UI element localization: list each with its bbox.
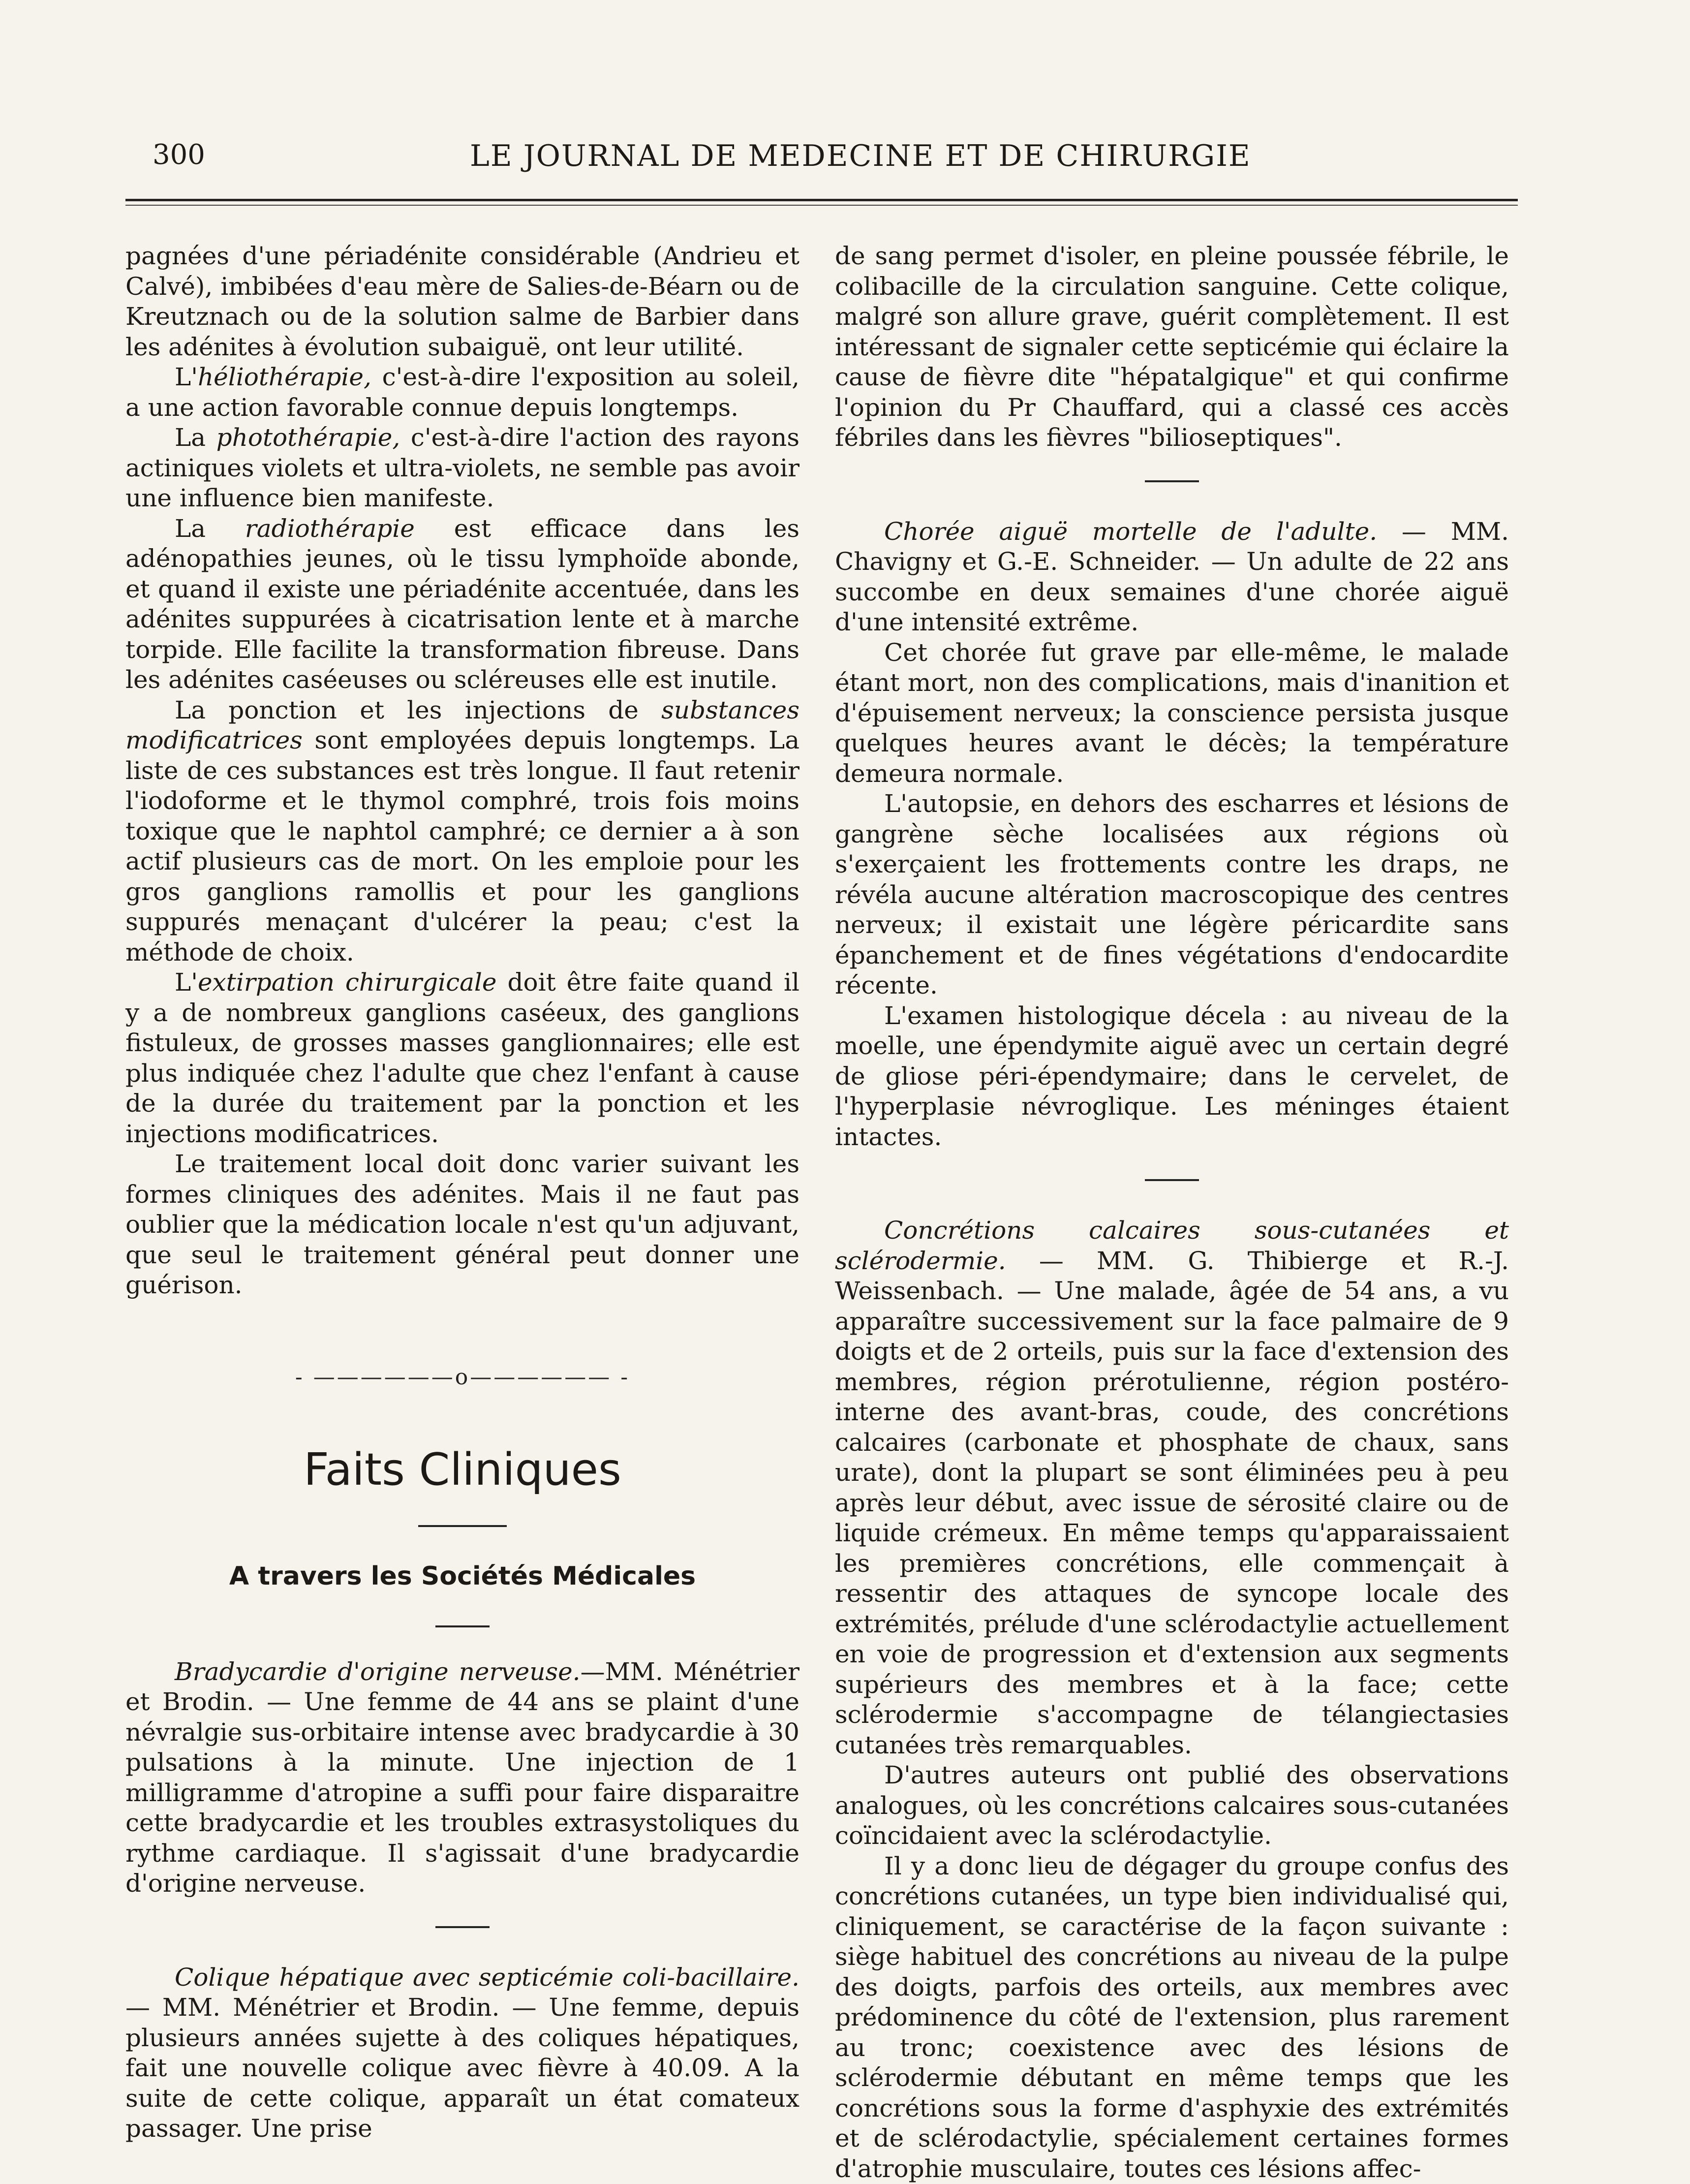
paragraph: Il y a donc lieu de dégager du groupe confus des concrétions cutanées, un type bien individualisé qui, cliniquement, se caractérise de la façon suivante : siège habituel des concrétions au niveau de la pulpe des doigts, parfois des orteils, aux membres avec prédominence du côté de l'extension, plus rarement au tronc; coexistence avec des lésions de sclérodermie débutant en même temps que les concrétions sous la forme d'asphyxie des extrémités et de sclérodactylie, spécialement certaines formes d'atrophie musculaire, toutes ces lésions affec- xyxy=(835,1851,1509,2184)
page-number: 300 xyxy=(153,139,205,171)
paragraph: Cet chorée fut grave par elle-même, le malade étant mort, non des complications, mais d'inanition et d'épuisement nerveux; la conscience persista jusque quelques heures avant le décès; la température demeura normale. xyxy=(835,638,1509,789)
paragraph: Chorée aiguë mortelle de l'adulte. — MM. Chavigny et G.-E. Schneider. — Un adulte de 22 ans succombe en deux semaines d'une chorée aiguë d'une intensité extrême. xyxy=(835,517,1509,638)
paragraph: D'autres auteurs ont publié des observations analogues, où les concrétions calcaires sous-cutanées coïncidaient avec la sclérodactylie. xyxy=(835,1760,1509,1851)
ornament-divider: - ——————o—————— - xyxy=(125,1365,799,1390)
divider xyxy=(418,1525,507,1527)
paragraph: Colique hépatique avec septicémie coli-bacillaire. — MM. Ménétrier et Brodin. — Une femme, depuis plusieurs années sujette à des coliques hépatiques, fait une nouvelle colique avec fièvre à 40.09. A la suite de cette colique, apparaît un état comateux passager. Une prise xyxy=(125,1963,799,2144)
paragraph: La ponction et les injections de substances modificatrices sont employées depuis longtemps. La liste de ces substances est très longue. Il faut retenir l'iodoforme et le thymol comphré, trois fois moins toxique que le naphtol camphré; ce dernier a à son actif plusieurs cas de mort. On les emploie pour les gros ganglions ramollis et pour les ganglions suppurés menaçant d'ulcérer la peau; c'est la méthode de choix. xyxy=(125,695,799,968)
running-head: LE JOURNAL DE MEDECINE ET DE CHIRURGIE xyxy=(470,139,1251,173)
paragraph: Bradycardie d'origine nerveuse.—MM. Ménétrier et Brodin. — Une femme de 44 ans se plaint d'une névralgie sus-orbitaire intense avec bradycardie à 30 pulsations à la minute. Une injection de 1 milligramme d'atropine a suffi pour faire disparaitre cette bradycardie et les troubles extrasystoliques du rythme cardiaque. Il s'agissait d'une bradycardie d'origine nerveuse. xyxy=(125,1657,799,1899)
right-column xyxy=(835,241,1509,2184)
header-rule xyxy=(125,199,1518,201)
section-title: Faits Cliniques xyxy=(125,1444,799,1496)
divider xyxy=(435,1926,490,1928)
subsection-title: A travers les Sociétés Médicales xyxy=(125,1561,799,1591)
paragraph: L'héliothérapie, c'est-à-dire l'exposition au soleil, a une action favorable connue depuis longtemps. xyxy=(125,362,799,423)
paragraph: La radiothérapie est efficace dans les adénopathies jeunes, où le tissu lymphoïde abonde, et quand il existe une périadénite accentuée, dans les adénites suppurées à cicatrisation lente et à marche torpide. Elle facilite la transformation fibreuse. Dans les adénites caséeuses ou scléreuses elle est inutile. xyxy=(125,514,799,695)
header-rule-thin xyxy=(125,205,1518,206)
divider xyxy=(435,1625,490,1627)
paragraph: pagnées d'une périadénite considérable (Andrieu et Calvé), imbibées d'eau mère de Salies-de-Béarn ou de Kreutznach ou de la solution salme de Barbier dans les adénites à évolution subaiguë, ont leur utilité. xyxy=(125,241,799,362)
paragraph: Concrétions calcaires sous-cutanées et sclérodermie. — MM. G. Thibierge et R.-J. Weissenbach. — Une malade, âgée de 54 ans, a vu apparaître successivement sur la face palmaire de 9 doigts et de 2 orteils, puis sur la face d'extension des membres, région prérotulienne, région postéro-interne des avant-bras, coude, des concrétions calcaires (carbonate et phosphate de chaux, sans urate), dont la plupart se sont éliminées peu à peu après leur début, avec issue de sérosité claire ou de liquide crémeux. En même temps qu'apparaissaient les premières concrétions, elle commençait à ressentir des attaques de syncope locale des extrémités, prélude d'une sclérodactylie actuellement en voie de progression et d'extension aux segments supérieurs des membres et à la face; cette sclérodermie s'accompagne de télangiectasies cutanées très remarquables. xyxy=(835,1216,1509,1760)
paragraph: L'examen histologique décela : au niveau de la moelle, une épendymite aiguë avec un certain degré de gliose péri-épendymaire; dans le cervelet, de l'hyperplasie névroglique. Les méninges étaient intactes. xyxy=(835,1001,1509,1153)
paragraph: La photothérapie, c'est-à-dire l'action des rayons actiniques violets et ultra-violets, ne semble pas avoir une influence bien manifeste. xyxy=(125,423,799,514)
paragraph: de sang permet d'isoler, en pleine poussée fébrile, le colibacille de la circulation sanguine. Cette colique, malgré son allure grave, guérit complètement. Il est intéressant de signaler cette septicémie qui éclaire la cause de fièvre dite "hépatalgique" et qui confirme l'opinion du Pr Chauffard, qui a classé ces accès fébriles dans les fièvres "bilioseptiques". xyxy=(835,241,1509,453)
divider xyxy=(1145,1179,1199,1181)
paragraph: L'extirpation chirurgicale doit être faite quand il y a de nombreux ganglions caséeux, des ganglions fistuleux, de grosses masses ganglionnaires; elle est plus indiquée chez l'adulte que chez l'enfant à cause de la durée du traitement par la ponction et les injections modificatrices. xyxy=(125,967,799,1149)
paragraph: L'autopsie, en dehors des escharres et lésions de gangrène sèche localisées aux régions où s'exerçaient les frottements contre les draps, ne révéla aucune altération macroscopique des centres nerveux; il existait une légère péricardite sans épanchement et de fines végétations d'endocardite récente. xyxy=(835,789,1509,1001)
divider xyxy=(1145,480,1199,482)
paragraph: Le traitement local doit donc varier suivant les formes cliniques des adénites. Mais il ne faut pas oublier que la médication locale n'est qu'un adjuvant, que seul le traitement général peut donner une guérison. xyxy=(125,1149,799,1301)
left-column xyxy=(125,241,799,2144)
